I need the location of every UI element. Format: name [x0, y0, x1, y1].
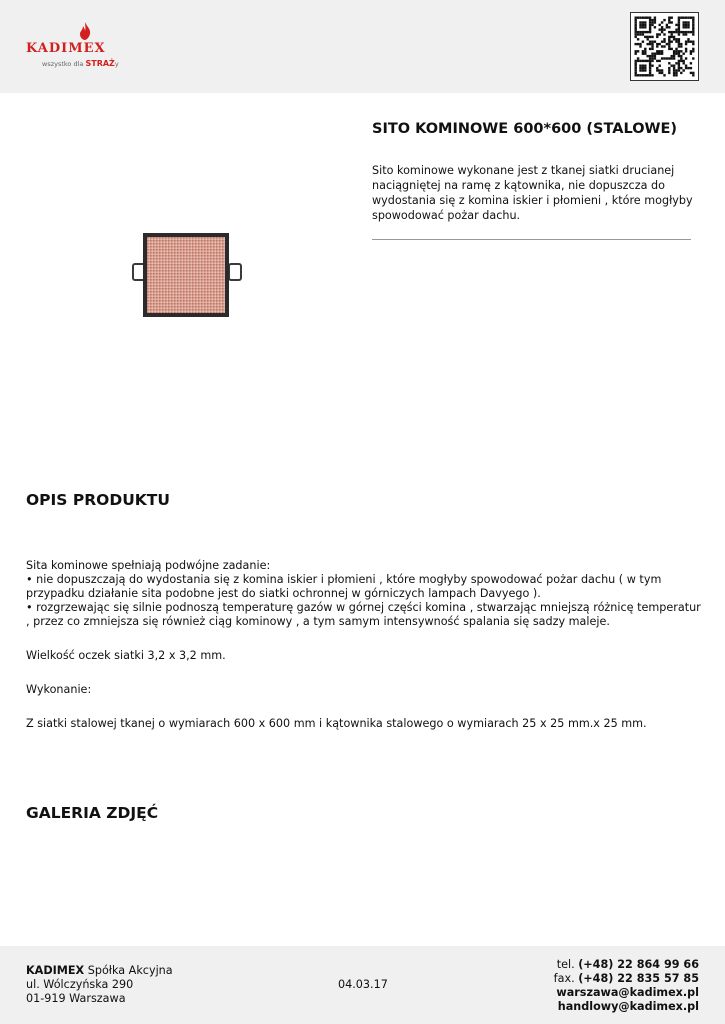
company-name-line — [26, 964, 173, 978]
description-line: • rozgrzewając się silnie podnoszą temperaturę gazów w górnej części komina , stwarzając mniejszą różnicę temperatur , przez co zmniejsza się również ciąg kominowy , a tym samym intensywność spalania się sadzy maleje. — [26, 601, 701, 628]
description-line: Sita kominowe spełniają podwójne zadanie: — [26, 559, 271, 572]
phone-line — [554, 958, 699, 972]
divider — [372, 239, 691, 240]
description-body — [26, 559, 706, 751]
street: ul. Wólczyńska 290 — [26, 978, 134, 991]
email-handlowy[interactable]: handlowy@kadimex.pl — [557, 1000, 699, 1013]
gallery-heading: GALERIA ZDJĘĆ — [26, 804, 159, 822]
city: 01-919 Warszawa — [26, 992, 126, 1005]
qr-code-icon — [630, 12, 699, 81]
product-summary: Sito kominowe wykonane jest z tkanej siatki drucianej naciągniętej na ramę z kątownika, nie dopuszcza do wydostania się z komina iskier i płomieni , które mogłyby spowodować pożar dachu. — [372, 164, 693, 222]
company-name: KADIMEX — [26, 964, 85, 977]
fax-line — [554, 972, 699, 986]
description-paragraph: Z siatki stalowej tkanej o wymiarach 600 x 600 mm i kątownika stalowego o wymiarach 25 x 25 mm.x 25 mm. — [26, 717, 647, 730]
fax-number: (+48) 22 835 57 85 — [578, 972, 699, 985]
page-header — [0, 0, 725, 93]
flame-icon — [78, 22, 92, 40]
description-paragraph: Wykonanie: — [26, 683, 92, 696]
kadimex-logo — [26, 22, 146, 70]
logo-tagline-prefix: wszystko dla — [42, 60, 84, 68]
phone-number[interactable]: (+48) 22 864 99 66 — [578, 958, 699, 971]
fax-label: fax. — [553, 972, 579, 985]
tel-label: tel. — [556, 958, 579, 971]
description-line: • nie dopuszczają do wydostania się z komina iskier i płomieni , które mogłyby spowodować pożar dachu ( w tym przypadku działanie sita podobne jest do siatki ochronnej w górniczych lampach Davyego ). — [26, 573, 662, 600]
description-paragraph: Wielkość oczek siatki 3,2 x 3,2 mm. — [26, 649, 226, 662]
description-paragraph — [26, 559, 706, 629]
product-image — [132, 231, 242, 321]
logo-tagline-suffix: y — [114, 60, 119, 68]
logo-wordmark: KADIMEX — [26, 41, 106, 56]
print-date: 04.03.17 — [338, 978, 388, 991]
company-address — [26, 964, 173, 1006]
page-footer — [0, 946, 725, 1024]
description-heading: OPIS PRODUKTU — [26, 491, 170, 509]
product-title: SITO KOMINOWE 600*600 (STALOWE) — [372, 121, 678, 137]
company-suffix: Spółka Akcyjna — [84, 964, 173, 977]
email-warszawa[interactable]: warszawa@kadimex.pl — [556, 986, 699, 999]
contact-block — [554, 958, 699, 1014]
logo-tagline — [42, 59, 119, 68]
logo-tagline-strong: STRAŻ — [85, 59, 115, 68]
